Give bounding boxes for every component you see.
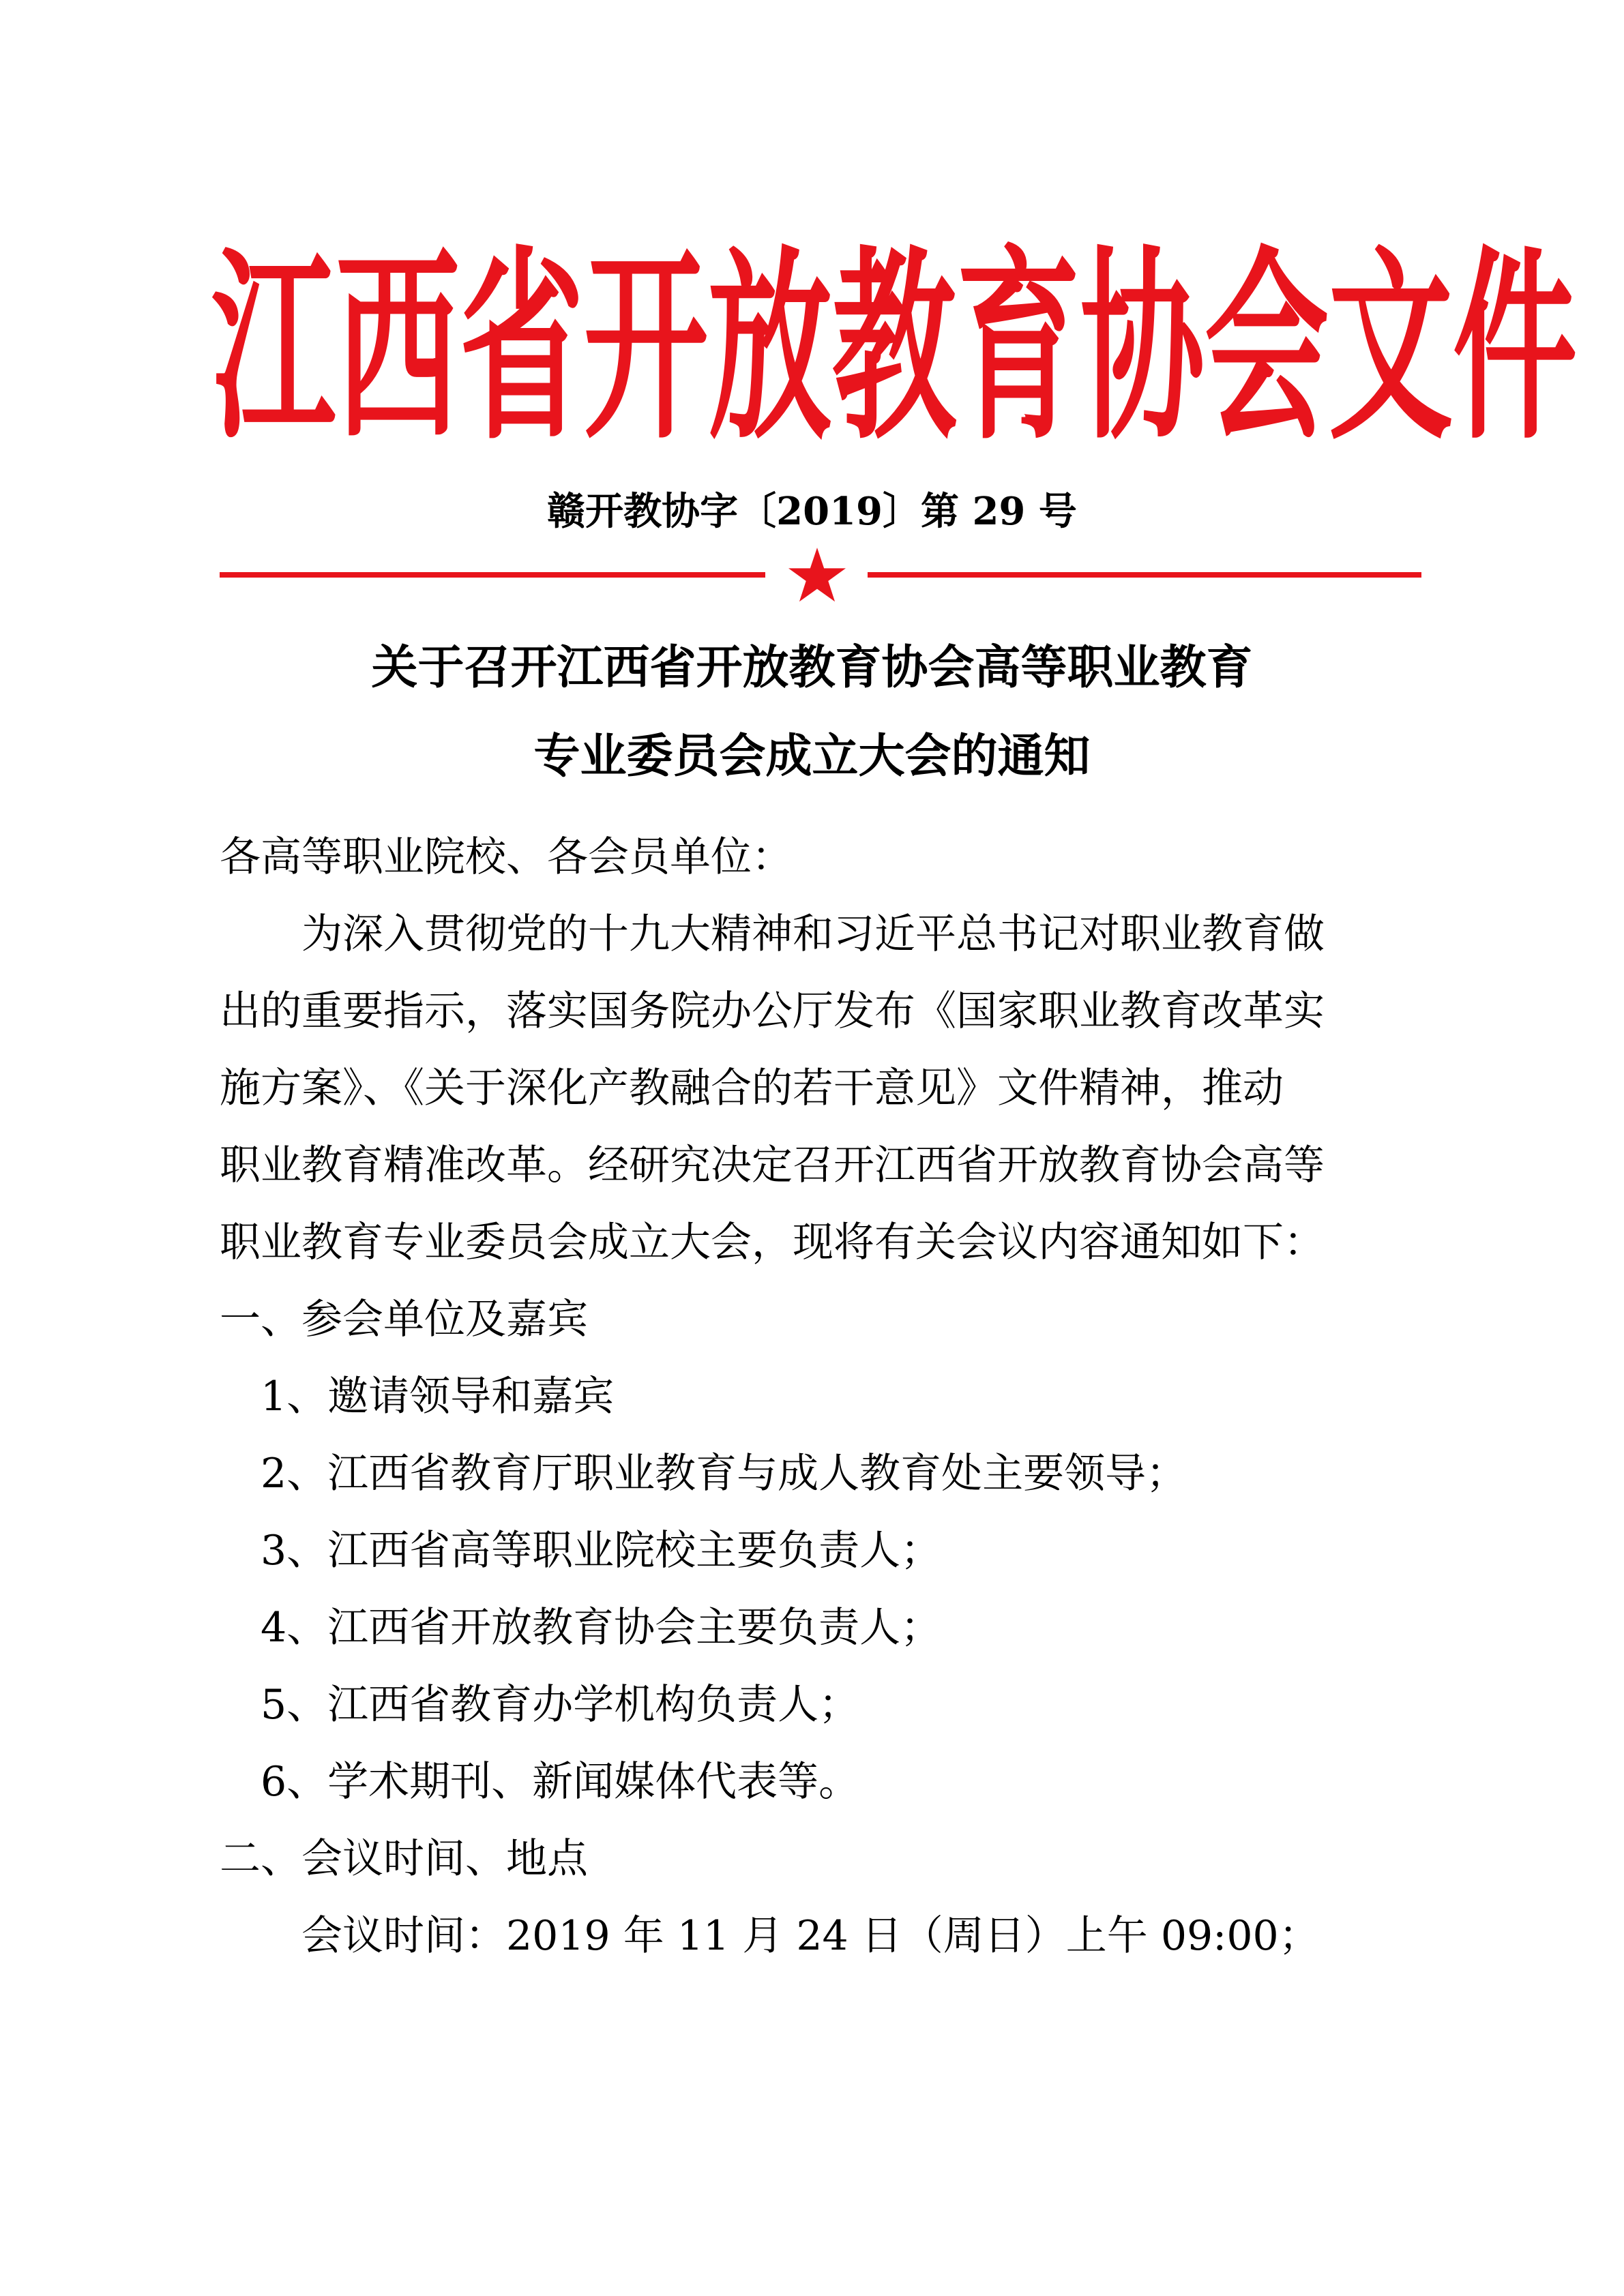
intro-paragraph-line: 出的重要指示，落实国务院办公厅发布《国家职业教育改革实 [220, 987, 1325, 1035]
red-star-icon [788, 548, 846, 603]
red-divider-left [220, 572, 765, 578]
participant-item: 1、邀请领导和嘉宾 [261, 1373, 615, 1420]
red-divider-right [868, 572, 1421, 578]
participant-item: 3、江西省高等职业院校主要负责人； [261, 1527, 942, 1575]
document-number: 赣开教协字〔2019〕第 29 号 [547, 489, 1077, 534]
section-heading-participants: 一、参会单位及嘉宾 [220, 1296, 588, 1343]
participant-item: 6、学术期刊、新闻媒体代表等。 [261, 1758, 860, 1806]
notice-title-line-2: 专业委员会成立大会的通知 [533, 730, 1091, 784]
participant-item: 4、江西省开放教育协会主要负责人； [261, 1604, 942, 1652]
meeting-time: 会议时间：2019 年 11 月 24 日（周日）上午 09:00； [301, 1912, 1320, 1960]
intro-paragraph-line: 职业教育精准改革。经研究决定召开江西省开放教育协会高等 [220, 1142, 1325, 1189]
participant-item: 5、江西省教育办学机构负责人； [261, 1681, 860, 1729]
intro-paragraph-line: 为深入贯彻党的十九大精神和习近平总书记对职业教育做 [301, 910, 1325, 958]
section-heading-time-location: 二、会议时间、地点 [220, 1835, 588, 1883]
notice-title-line-1: 关于召开江西省开放教育协会高等职业教育 [371, 641, 1253, 695]
document-masthead: 江西省开放教育协会文件 [211, 228, 1577, 467]
participant-item: 2、江西省教育厅职业教育与成人教育处主要领导； [261, 1450, 1187, 1497]
intro-paragraph-line: 职业教育专业委员会成立大会，现将有关会议内容通知如下： [220, 1219, 1325, 1266]
salutation: 各高等职业院校、各会员单位： [220, 833, 793, 881]
intro-paragraph-line: 施方案》、《关于深化产教融合的若干意见》文件精神，推动 [220, 1064, 1284, 1112]
